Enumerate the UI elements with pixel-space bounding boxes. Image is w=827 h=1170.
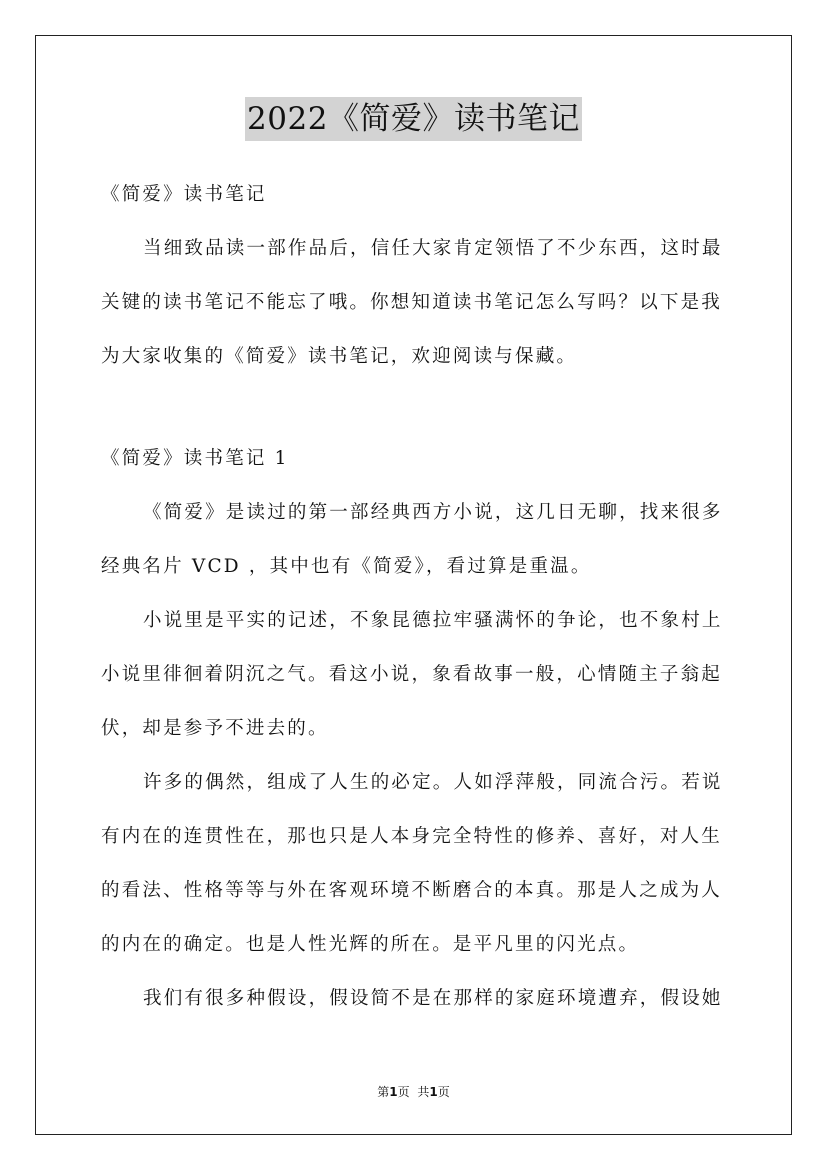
paragraph-line: 《简爱》是读过的第一部经典西方小说，这几日无聊，找来很多	[143, 502, 723, 523]
intro-line: 当细致品读一部作品后，信任大家肯定领悟了不少东西，这时最	[143, 238, 723, 259]
paragraph-line: 我们有很多种假设，假设简不是在那样的家庭环境遭弃，假设她	[143, 988, 723, 1009]
page-suffix: 页	[397, 1085, 410, 1099]
title-container	[0, 97, 827, 141]
intro-line: 关键的读书笔记不能忘了哦。你想知道读书笔记怎么写吗？以下是我	[101, 292, 723, 313]
paragraph-line: 的内在的确定。也是人性光辉的所在。是平凡里的闪光点。	[101, 934, 640, 955]
paragraph-line: 的看法、性格等等与外在客观环境不断磨合的本真。那是人之成为人	[101, 880, 723, 901]
total-suffix: 页	[437, 1085, 450, 1099]
paragraph-line: 小说里是平实的记述，不象昆德拉牢骚满怀的争论，也不象村上	[143, 610, 723, 631]
intro-line: 为大家收集的《简爱》读书笔记，欢迎阅读与保藏。	[101, 346, 578, 367]
section-spacer	[101, 384, 729, 432]
subtitle: 《简爱》读书笔记	[101, 184, 267, 205]
paragraph-line: 许多的偶然，组成了人生的必定。人如浮萍般，同流合污。若说	[143, 772, 723, 793]
paragraph-line: 有内在的连贯性在，那也只是人本身完全特性的修养、喜好，对人生	[101, 826, 723, 847]
paragraph-line: 经典名片 VCD ，其中也有《简爱》，看过算是重温。	[101, 556, 592, 577]
page-prefix: 第	[377, 1085, 390, 1099]
total-pages: 1	[429, 1085, 438, 1099]
section-heading: 《简爱》读书笔记 1	[101, 448, 289, 469]
page-footer	[0, 1083, 827, 1100]
document-title: 2022《简爱》读书笔记	[245, 97, 582, 141]
paragraph-line: 小说里徘徊着阴沉之气。看这小说，象看故事一般，心情随主子翁起	[101, 664, 723, 685]
total-prefix: 共	[417, 1085, 430, 1099]
document-body	[101, 168, 729, 1026]
page-number: 1	[389, 1085, 398, 1099]
paragraph-line: 伏，却是参予不进去的。	[101, 718, 329, 739]
